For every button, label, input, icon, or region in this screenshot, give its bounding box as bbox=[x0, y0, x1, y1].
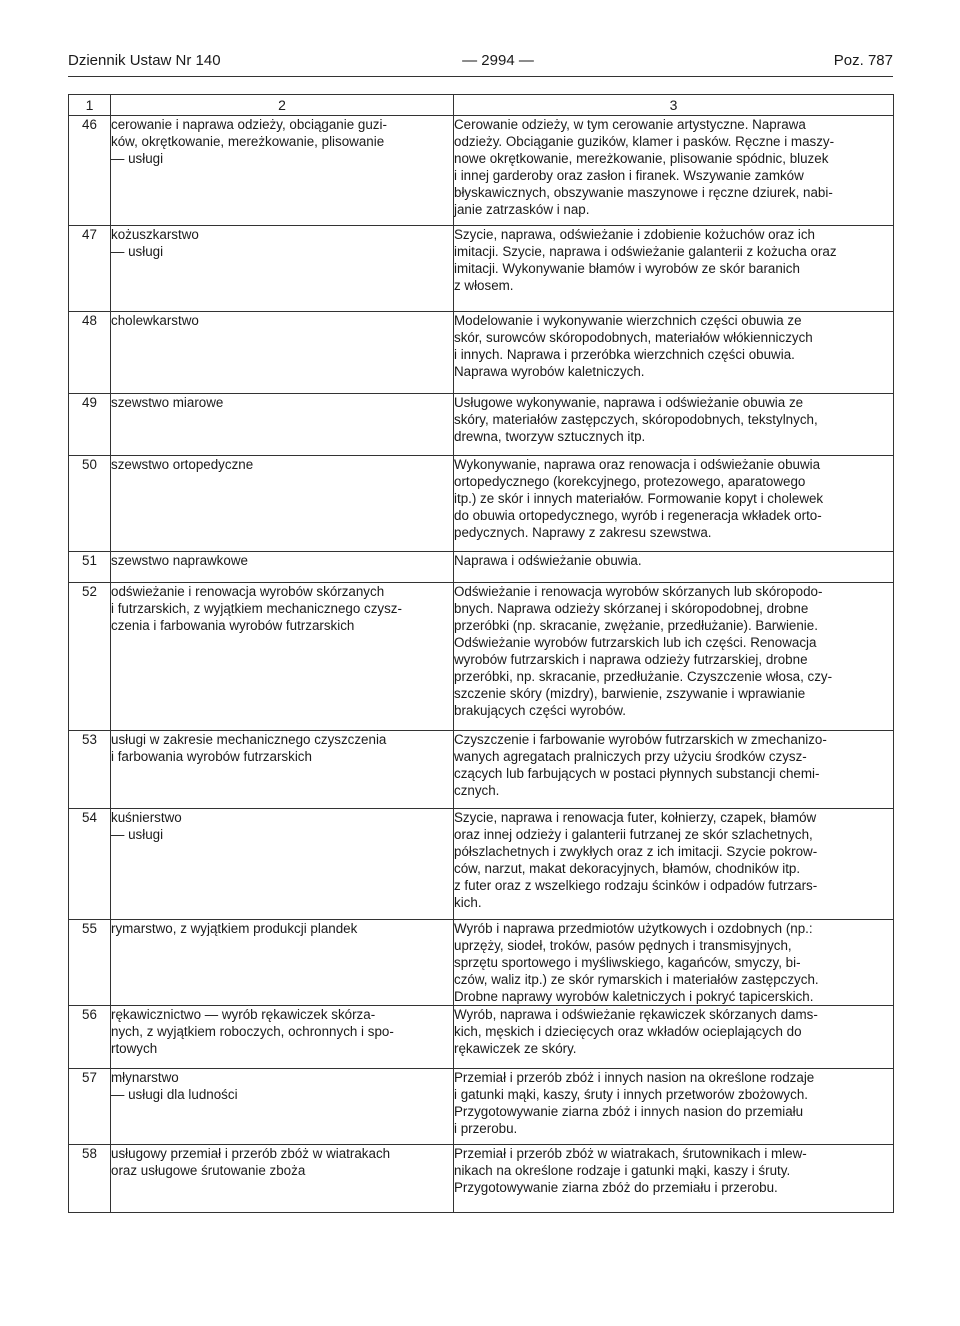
service-name-line: usługi w zakresie mechanicznego czyszczenia bbox=[111, 732, 387, 747]
service-description-line: Przemiał i przerób zbóż w wiatrakach, śrutownikach i mlew- bbox=[454, 1146, 807, 1161]
service-name-line: młynarstwo bbox=[111, 1070, 179, 1085]
table-row bbox=[69, 116, 894, 226]
page-number: — 2994 — bbox=[462, 52, 534, 69]
service-name-line: — usługi bbox=[111, 151, 164, 166]
column-header-1: 1 bbox=[69, 95, 111, 116]
column-header-3: 3 bbox=[454, 95, 894, 116]
table-row bbox=[69, 312, 894, 394]
service-description-line: odzieży. Obciąganie guzików, klamer i pasków. Ręczne i maszy- bbox=[454, 134, 835, 149]
service-description-line: przeróbki, np. skracanie, przedłużanie. Czyszczenie włosa, czy- bbox=[454, 669, 833, 684]
service-description-line: Wyrób i naprawa przedmiotów użytkowych i ozdobnych (np.: bbox=[454, 921, 813, 936]
service-description-line: przeróbki (np. skracanie, zwężanie, przedłużanie). Barwienie. bbox=[454, 618, 818, 633]
service-name-line: cholewkarstwo bbox=[111, 313, 199, 328]
service-name-line: cerowanie i naprawa odzieży, obciąganie guzi- bbox=[111, 117, 387, 132]
table-row bbox=[69, 1069, 894, 1145]
service-description bbox=[454, 116, 894, 226]
service-description bbox=[454, 552, 894, 583]
row-number: 55 bbox=[69, 920, 111, 1006]
service-description-line: i przerobu. bbox=[454, 1121, 518, 1136]
service-name-line: kożuszkarstwo bbox=[111, 227, 199, 242]
service-description-line: z futer oraz z wszelkiego rodzaju ścinków i odpadów futrzars- bbox=[454, 878, 818, 893]
service-description bbox=[454, 456, 894, 552]
service-description-line: Szycie, naprawa i renowacja futer, kołnierzy, czapek, błamów bbox=[454, 810, 817, 825]
service-description-line: kich. bbox=[454, 895, 482, 910]
service-name-line: czenia i farbowania wyrobów futrzarskich bbox=[111, 618, 355, 633]
service-description bbox=[454, 312, 894, 394]
services-table bbox=[68, 94, 894, 1213]
service-description-line: oraz innej odzieży i galanterii futrzanej ze skór szlachetnych, bbox=[454, 827, 813, 842]
service-description-line: z włosem. bbox=[454, 278, 514, 293]
service-description bbox=[454, 731, 894, 809]
service-name bbox=[111, 226, 454, 312]
service-name-line: usługowy przemiał i przerób zbóż w wiatrakach bbox=[111, 1146, 391, 1161]
service-name-line: oraz usługowe śrutowanie zboża bbox=[111, 1163, 306, 1178]
table-body bbox=[69, 116, 894, 1213]
service-name-line: — usługi bbox=[111, 244, 164, 259]
table-row bbox=[69, 394, 894, 456]
service-name-line: rękawicznictwo — wyrób rękawiczek skórza- bbox=[111, 1007, 376, 1022]
column-header-2: 2 bbox=[111, 95, 454, 116]
service-name-line: i farbowania wyrobów futrzarskich bbox=[111, 749, 312, 764]
service-description-line: janie zatrzasków i nap. bbox=[454, 202, 590, 217]
service-description-line: Wyrób, naprawa i odświeżanie rękawiczek skórzanych dams- bbox=[454, 1007, 818, 1022]
service-description-line: pedycznych. Naprawy z zakresu szewstwa. bbox=[454, 525, 712, 540]
service-description-line: ortopedycznego (korekcyjnego, protezowego, aparatowego bbox=[454, 474, 806, 489]
table-row bbox=[69, 1145, 894, 1213]
table-row bbox=[69, 226, 894, 312]
service-description bbox=[454, 1006, 894, 1069]
service-name-line: — usługi dla ludności bbox=[111, 1087, 238, 1102]
service-description-line: Odświeżanie wyrobów futrzarskich lub ich części. Renowacja bbox=[454, 635, 817, 650]
header-rule bbox=[68, 76, 893, 77]
table-header-row bbox=[69, 95, 894, 116]
service-description-line: i gatunki mąki, kaszy, śruty i innych przetworów zbożowych. bbox=[454, 1087, 808, 1102]
service-name-line: rtowych bbox=[111, 1041, 158, 1056]
service-description-line: itp.) ze skór i innych materiałów. Formowanie kopyt i cholewek bbox=[454, 491, 824, 506]
service-description-line: uprzęży, siodeł, troków, pasów pędnych i transmisyjnych, bbox=[454, 938, 792, 953]
table-row bbox=[69, 731, 894, 809]
row-number: 48 bbox=[69, 312, 111, 394]
service-description-line: rękawiczek ze skóry. bbox=[454, 1041, 577, 1056]
service-name-line: odświeżanie i renowacja wyrobów skórzanych bbox=[111, 584, 385, 599]
service-name-line: nych, z wyjątkiem roboczych, ochronnych i spo- bbox=[111, 1024, 394, 1039]
service-name bbox=[111, 1145, 454, 1213]
service-description-line: Przygotowywanie ziarna zbóż do przemiału i przerobu. bbox=[454, 1180, 778, 1195]
service-description-line: ców, narzut, makat dekoracyjnych, błamów, chodników itp. bbox=[454, 861, 801, 876]
service-description-line: czów, waliz itp.) ze skór rymarskich i materiałów zastępczych. bbox=[454, 972, 819, 987]
service-name bbox=[111, 552, 454, 583]
service-description-line: Przygotowywanie ziarna zbóż i innych nasion do przemiału bbox=[454, 1104, 804, 1119]
service-description-line: imitacji. Wykonywanie błamów i wyrobów ze skór baranich bbox=[454, 261, 800, 276]
service-description bbox=[454, 583, 894, 731]
table-row bbox=[69, 583, 894, 731]
service-description-line: imitacji. Szycie, naprawa i odświeżanie galanterii z kożucha oraz bbox=[454, 244, 837, 259]
service-name bbox=[111, 1006, 454, 1069]
service-description-line: półszlachetnych i zwykłych oraz z ich imitacji. Szycie pokrow- bbox=[454, 844, 818, 859]
service-description-line: błyskawicznych, obszywanie maszynowe i ręczne dziurek, nabi- bbox=[454, 185, 833, 200]
service-name bbox=[111, 731, 454, 809]
service-description-line: wanych agregatach pralniczych przy użyciu środków czysz- bbox=[454, 749, 807, 764]
row-number: 56 bbox=[69, 1006, 111, 1069]
row-number: 57 bbox=[69, 1069, 111, 1145]
service-description-line: drewna, tworzyw sztucznych itp. bbox=[454, 429, 646, 444]
service-description-line: nowe okrętkowanie, mereżkowanie, plisowanie spódnic, bluzek bbox=[454, 151, 829, 166]
service-description-line: Naprawa i odświeżanie obuwia. bbox=[454, 553, 642, 568]
service-name-line: szewstwo naprawkowe bbox=[111, 553, 248, 568]
service-description-line: Przemiał i przerób zbóż i innych nasion na określone rodzaje bbox=[454, 1070, 815, 1085]
page-header bbox=[68, 52, 893, 74]
row-number: 51 bbox=[69, 552, 111, 583]
service-name bbox=[111, 312, 454, 394]
service-description-line: Naprawa wyrobów kaletniczych. bbox=[454, 364, 645, 379]
service-name bbox=[111, 583, 454, 731]
service-description-line: i innej garderoby oraz zasłon i firanek. Wszywanie zamków bbox=[454, 168, 804, 183]
row-number: 54 bbox=[69, 809, 111, 920]
service-name-line: szewstwo ortopedyczne bbox=[111, 457, 254, 472]
service-name bbox=[111, 116, 454, 226]
service-name-line: ków, okrętkowanie, mereżkowanie, plisowanie bbox=[111, 134, 385, 149]
service-name-line: — usługi bbox=[111, 827, 164, 842]
service-description-line: Szycie, naprawa, odświeżanie i zdobienie kożuchów oraz ich bbox=[454, 227, 815, 242]
service-description-line: sprzętu sportowego i myśliwskiego, kagańców, smyczy, bi- bbox=[454, 955, 801, 970]
service-name-line: szewstwo miarowe bbox=[111, 395, 224, 410]
service-description-line: Usługowe wykonywanie, naprawa i odświeżanie obuwia ze bbox=[454, 395, 804, 410]
position-number: Poz. 787 bbox=[833, 52, 893, 69]
table-row bbox=[69, 456, 894, 552]
service-description-line: bnych. Naprawa odzieży skórzanej i skóropodobnej, drobne bbox=[454, 601, 809, 616]
service-name bbox=[111, 456, 454, 552]
service-name bbox=[111, 920, 454, 1006]
service-name-line: rymarstwo, z wyjątkiem produkcji plandek bbox=[111, 921, 358, 936]
service-name-line: i futrzarskich, z wyjątkiem mechanicznego czysz- bbox=[111, 601, 402, 616]
service-description-line: i innych. Naprawa i przeróbka wierzchnich części obuwia. bbox=[454, 347, 795, 362]
service-description bbox=[454, 1069, 894, 1145]
service-name bbox=[111, 809, 454, 920]
service-description-line: szczenie skóry (mizdry), barwienie, zszywanie i wprawianie bbox=[454, 686, 806, 701]
service-description-line: skór, surowców skóropodobnych, materiałów włókienniczych bbox=[454, 330, 813, 345]
row-number: 53 bbox=[69, 731, 111, 809]
row-number: 52 bbox=[69, 583, 111, 731]
table-row bbox=[69, 1006, 894, 1069]
journal-title: Dziennik Ustaw Nr 140 bbox=[68, 52, 221, 69]
service-description-line: cznych. bbox=[454, 783, 500, 798]
table-row bbox=[69, 552, 894, 583]
service-description-line: skóry, materiałów zastępczych, skóropodobnych, tekstylnych, bbox=[454, 412, 818, 427]
service-description-line: Czyszczenie i farbowanie wyrobów futrzarskich w zmechanizo- bbox=[454, 732, 827, 747]
service-description bbox=[454, 920, 894, 1006]
service-name bbox=[111, 1069, 454, 1145]
service-description-line: czących lub farbujących w postaci płynnych substancji chemi- bbox=[454, 766, 820, 781]
service-description-line: wyrobów futrzarskich i naprawa odzieży futrzarskiej, drobne bbox=[454, 652, 808, 667]
service-description-line: brakujących części wyrobów. bbox=[454, 703, 626, 718]
service-name bbox=[111, 394, 454, 456]
service-description-line: do obuwia ortopedycznego, wyrób i regeneracja wkładek orto- bbox=[454, 508, 822, 523]
service-description-line: Cerowanie odzieży, w tym cerowanie artystyczne. Naprawa bbox=[454, 117, 806, 132]
service-description-line: Wykonywanie, naprawa oraz renowacja i odświeżanie obuwia bbox=[454, 457, 821, 472]
service-description-line: nikach na określone rodzaje i gatunki mąki, kaszy i śruty. bbox=[454, 1163, 791, 1178]
service-description-line: Odświeżanie i renowacja wyrobów skórzanych lub skóropodo- bbox=[454, 584, 823, 599]
service-description bbox=[454, 1145, 894, 1213]
service-description bbox=[454, 394, 894, 456]
service-name-line: kuśnierstwo bbox=[111, 810, 182, 825]
row-number: 50 bbox=[69, 456, 111, 552]
table-row bbox=[69, 809, 894, 920]
service-description bbox=[454, 809, 894, 920]
service-description-line: Drobne naprawy wyrobów kaletniczych i pokryć tapicerskich. bbox=[454, 989, 814, 1004]
row-number: 49 bbox=[69, 394, 111, 456]
service-description bbox=[454, 226, 894, 312]
row-number: 58 bbox=[69, 1145, 111, 1213]
table-row bbox=[69, 920, 894, 1006]
row-number: 46 bbox=[69, 116, 111, 226]
service-description-line: Modelowanie i wykonywanie wierzchnich części obuwia ze bbox=[454, 313, 802, 328]
row-number: 47 bbox=[69, 226, 111, 312]
service-description-line: kich, męskich i dziecięcych oraz wkładów ocieplających do bbox=[454, 1024, 802, 1039]
